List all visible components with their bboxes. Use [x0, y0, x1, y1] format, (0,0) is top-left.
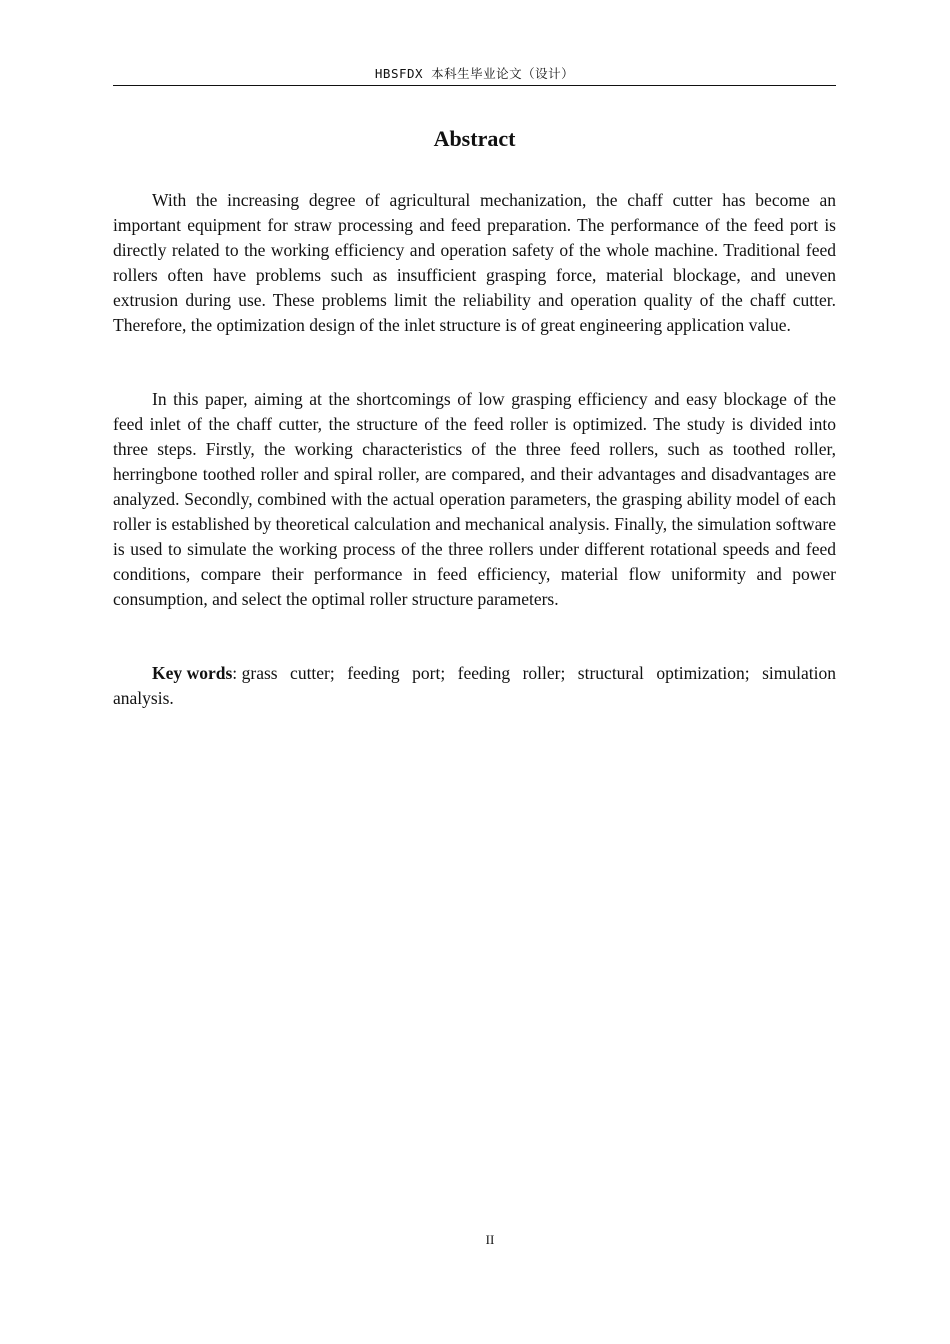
keywords-separator: : — [232, 663, 242, 683]
page-header: HBSFDX 本科生毕业论文（设计） — [374, 66, 575, 81]
page-number: II — [485, 1232, 495, 1247]
keywords-label: Key words — [152, 663, 233, 683]
keywords-list: grass cutter; feeding port; feeding roller; structural optimization; simulation analysis. — [113, 663, 837, 708]
abstract-paragraph-1: With the increasing degree of agricultural mechanization, the chaff cutter has become an important equipment for straw processing and feed preparation. The performance of the feed port is directly related to the working efficiency and operation safety of the whole machine. Traditional feed rollers often have problems such as insufficient grasping force, material blockage, and uneven extrusion during use. These problems limit the reliability and operation quality of the chaff cutter. Therefore, the optimization design of the inlet structure is of great engineering application value. — [113, 190, 836, 335]
abstract-title: Abstract — [433, 126, 516, 151]
header-divider — [113, 85, 836, 86]
keywords-line — [113, 661, 836, 711]
abstract-paragraph-2: In this paper, aiming at the shortcomings of low grasping efficiency and easy blockage of the feed inlet of the chaff cutter, the structure of the feed roller is optimized. The study is divided into three steps. Firstly, the working characteristics of the three feed rollers, such as toothed roller, herringbone toothed roller and spiral roller, are compared, and their advantages and disadvantages are analyzed. Secondly, combined with the actual operation parameters, the grasping ability model of each roller is established by theoretical calculation and mechanical analysis. Finally, the simulation software is used to simulate the working process of the three rollers under different rotational speeds and feed conditions, compare their performance in feed efficiency, material flow uniformity and power consumption, and select the optimal roller structure parameters. — [113, 389, 836, 609]
